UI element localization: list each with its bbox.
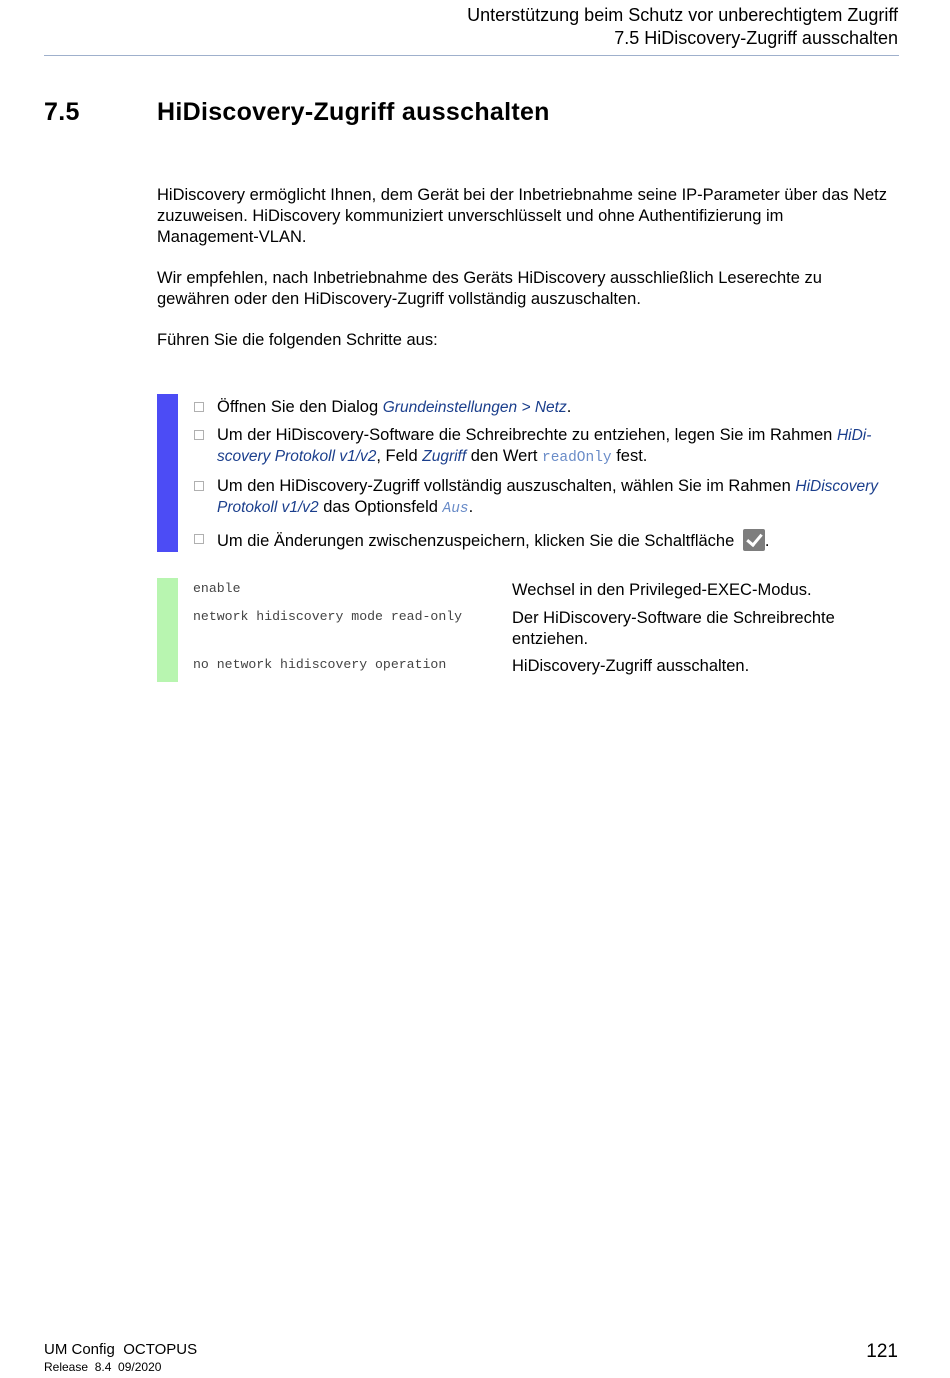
step-save-changes: Um die Änderungen zwischenzuspeichern, klicken Sie die Schaltfläche . bbox=[193, 529, 898, 552]
header-divider bbox=[44, 55, 899, 56]
cli-description: Der HiDiscovery-Software die Schreibrechte entziehen. bbox=[512, 609, 835, 648]
recommendation-paragraph: Wir empfehlen, nach Inbetriebnahme des Geräts HiDiscovery ausschließlich Leserechte zu gewähren oder den HiDiscovery-Zugriff vollständig auszuschalten. bbox=[157, 269, 822, 308]
field-name: Zugriff bbox=[422, 448, 467, 465]
steps-intro-paragraph: Führen Sie die folgenden Schritte aus: bbox=[157, 331, 438, 349]
checkmark-button-icon bbox=[743, 529, 765, 551]
step-open-dialog: Öffnen Sie den Dialog Grundeinstellungen > Netz. bbox=[193, 397, 898, 418]
frame-name: HiDiscovery Protokoll v1/v2 bbox=[217, 478, 879, 516]
cli-command: no network hidiscovery operation bbox=[193, 657, 447, 672]
checkbox-icon bbox=[194, 402, 204, 412]
gui-steps-list bbox=[193, 396, 898, 552]
section-title: HiDiscovery-Zugriff ausschalten bbox=[157, 98, 550, 126]
step-set-read-only: Um der HiDiscovery-Software die Schreibrechte zu entziehen, legen Sie im Rahmen HiDi-scovery Protokoll v1/v2, Feld Zugriff den Wert readOnly fest. bbox=[193, 425, 898, 469]
cli-description: HiDiscovery-Zugriff ausschalten. bbox=[512, 657, 750, 675]
cli-command: enable bbox=[193, 581, 241, 596]
footer-document-name: UM Config OCTOPUS bbox=[44, 1341, 198, 1358]
checkbox-icon bbox=[194, 430, 204, 440]
intro-paragraph: HiDiscovery ermöglicht Ihnen, dem Gerät bei der Inbetriebnahme seine IP-Parameter über das Netz zuzuweisen. HiDiscovery kommuniziert unverschlüsselt und ohne Authentifizierung im Management-VLAN. bbox=[157, 186, 888, 246]
cli-steps-marker-bar bbox=[157, 578, 178, 682]
checkbox-icon bbox=[194, 534, 204, 544]
cli-command: network hidiscovery mode read-only bbox=[193, 609, 463, 624]
checkbox-icon bbox=[194, 481, 204, 491]
value-read-only: readOnly bbox=[542, 450, 612, 466]
option-off: Aus bbox=[442, 501, 469, 517]
dialog-path-link: Grundeinstellungen > Netz bbox=[382, 399, 567, 416]
footer-document-info bbox=[44, 1341, 197, 1375]
step-disable-access: Um den HiDiscovery-Zugriff vollständig auszuschalten, wählen Sie im Rahmen HiDiscovery Protokoll v1/v2 das Optionsfeld Aus. bbox=[193, 476, 898, 520]
footer-release: Release 8.4 09/2020 bbox=[44, 1360, 162, 1374]
frame-name: HiDi-scovery Protokoll v1/v2 bbox=[217, 427, 872, 465]
cli-description: Wechsel in den Privileged-EXEC-Modus. bbox=[512, 581, 812, 599]
section-number: 7.5 bbox=[44, 98, 80, 126]
running-header bbox=[467, 4, 898, 50]
page-number: 121 bbox=[866, 1341, 898, 1362]
header-section: 7.5 HiDiscovery-Zugriff ausschalten bbox=[614, 28, 898, 48]
header-chapter: Unterstützung beim Schutz vor unberechtigtem Zugriff bbox=[467, 5, 898, 25]
gui-steps-marker-bar bbox=[157, 394, 178, 552]
